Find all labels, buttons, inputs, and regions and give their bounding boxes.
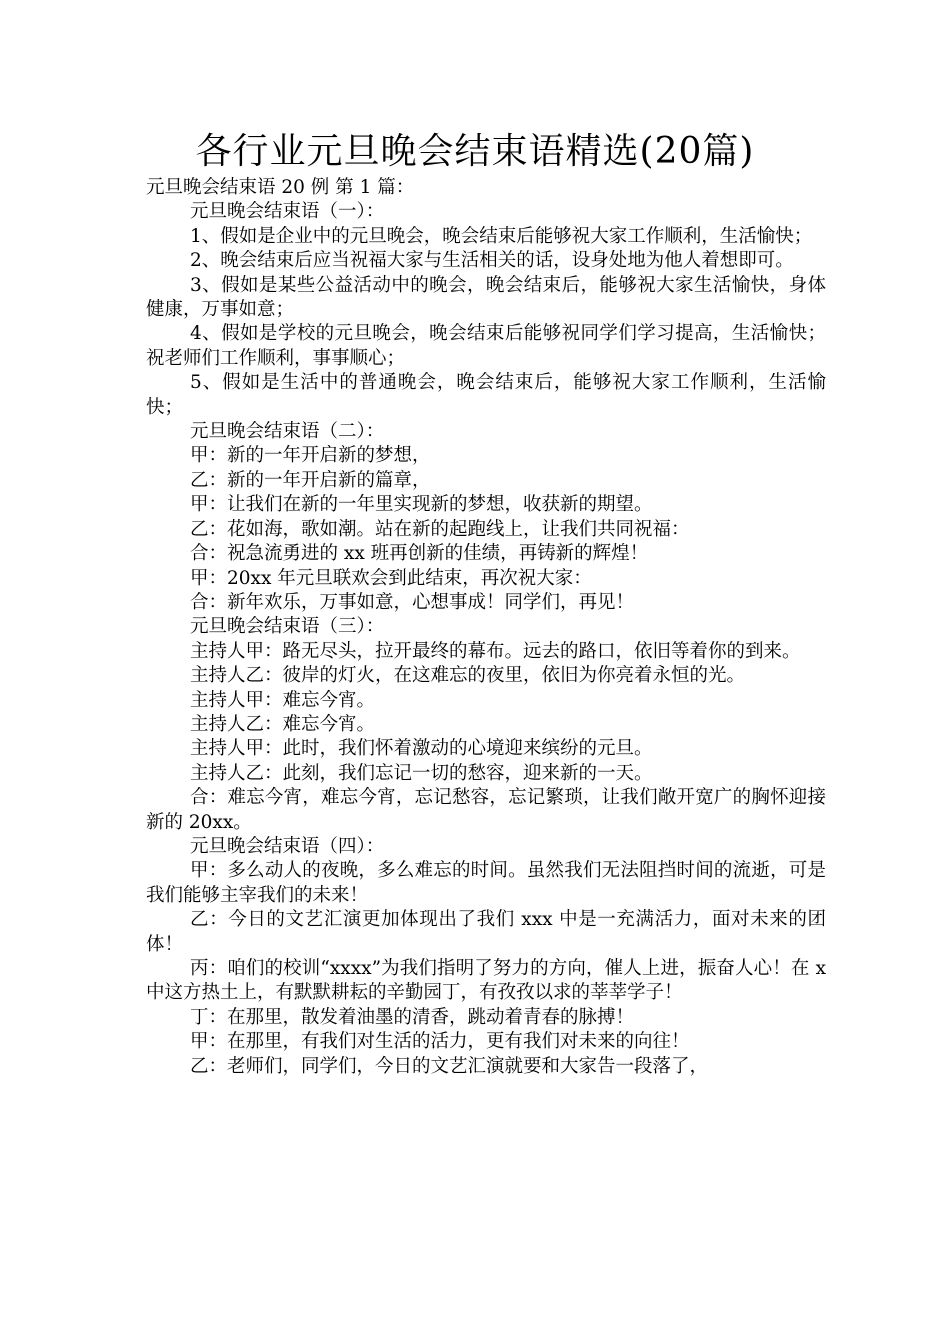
paragraph: 元旦晚会结束语（三）： (190, 616, 385, 638)
paragraph: 合：新年欢乐，万事如意，心想事成！同学们，再见！ (190, 591, 635, 613)
paragraph: 主持人乙：难忘今宵。 (190, 713, 376, 735)
paragraph: 元旦晚会结束语 20 例 第 1 篇： (146, 177, 415, 198)
paragraph: 丙：咱们的校训“xxxx”为我们指明了努力的方向，催人上进，振奋人心！在 x 中这方热土上，有默默耕耘的辛勤园丁，有孜孜以求的莘莘学子！ (146, 958, 826, 1004)
paragraph: 元旦晚会结束语（四）： (190, 835, 385, 857)
paragraph: 主持人乙：此刻，我们忘记一切的愁容，迎来新的一天。 (190, 762, 653, 784)
paragraph: 主持人甲：此时，我们怀着激动的心境迎来缤纷的元旦。 (190, 738, 653, 760)
paragraph: 3、假如是某些公益活动中的晚会，晚会结束后，能够祝大家生活愉快，身体健康，万事如意； (146, 274, 826, 321)
paragraph: 丁：在那里，散发着油墨的清香，跳动着青春的脉搏！ (190, 1006, 635, 1028)
paragraph: 1、假如是企业中的元旦晚会，晚会结束后能够祝大家工作顺利，生活愉快； (190, 225, 813, 247)
paragraph: 4、假如是学校的元旦晚会，晚会结束后能够祝同学们学习提高，生活愉快；祝老师们工作顺利，事事顺心； (146, 323, 826, 369)
paragraph: 主持人甲：难忘今宵。 (190, 689, 376, 711)
document-body (146, 176, 826, 1079)
paragraph: 甲：让我们在新的一年里实现新的梦想，收获新的期望。 (190, 494, 653, 516)
paragraph: 乙：老师们，同学们，今日的文艺汇演就要和大家告一段落了， (190, 1055, 709, 1077)
paragraph: 甲：多么动人的夜晚，多么难忘的时间。虽然我们无法阻挡时间的流逝，可是我们能够主宰我们的未来！ (146, 860, 826, 906)
paragraph: 合：难忘今宵，难忘今宵，忘记愁容，忘记繁琐，让我们敞开宽广的胸怀迎接新的 20xx。 (146, 787, 826, 833)
paragraph: 主持人甲：路无尽头，拉开最终的幕布。远去的路口，依旧等着你的到来。 (190, 640, 801, 662)
paragraph: 乙：今日的文艺汇演更加体现出了我们 xxx 中是一充满活力，面对未来的团体！ (146, 909, 826, 955)
paragraph: 甲：20xx 年元旦联欢会到此结束，再次祝大家： (190, 567, 592, 589)
paragraph: 乙：新的一年开启新的篇章， (190, 469, 431, 491)
document-title: 各行业元旦晚会结束语精选(20篇) (195, 131, 755, 172)
paragraph: 5、假如是生活中的普通晚会，晚会结束后，能够祝大家工作顺利，生活愉快； (146, 372, 826, 418)
paragraph: 乙：花如海，歌如潮。站在新的起跑线上，让我们共同祝福： (190, 518, 690, 540)
paragraph: 元旦晚会结束语（二）： (190, 421, 385, 443)
paragraph: 元旦晚会结束语（一）： (190, 201, 385, 223)
paragraph: 合：祝急流勇进的 xx 班再创新的佳绩，再铸新的辉煌！ (190, 543, 649, 565)
paragraph: 甲：在那里，有我们对生活的活力，更有我们对未来的向往！ (190, 1031, 690, 1053)
paragraph: 甲：新的一年开启新的梦想， (190, 445, 431, 467)
paragraph: 2、晚会结束后应当祝福大家与生活相关的话，设身处地为他人着想即可。 (190, 250, 794, 272)
paragraph: 主持人乙：彼岸的灯火，在这难忘的夜里，依旧为你亮着永恒的光。 (190, 665, 746, 687)
